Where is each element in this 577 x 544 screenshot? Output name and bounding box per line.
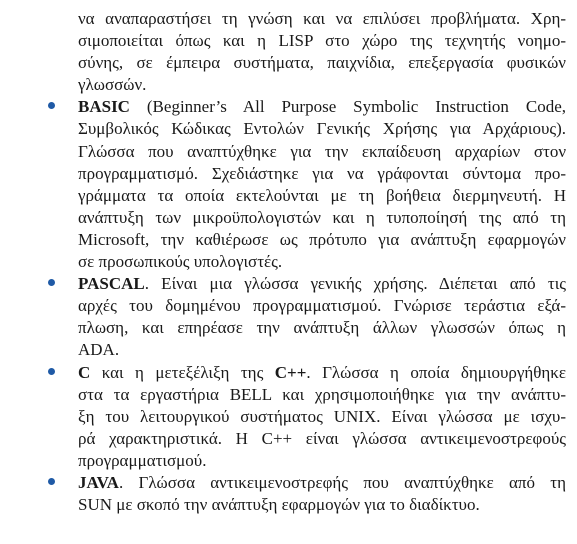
text-line: ξη του λειτουργικού συστήματος UNIX. Είναι γλώσσα με ισχυ- bbox=[78, 406, 566, 426]
text-line bbox=[78, 472, 566, 494]
text-line: αρχές του δομημένου προγραμματισμού. Γνώρισε τεράστια εξά- bbox=[78, 296, 566, 316]
text-line: ADA. bbox=[78, 340, 120, 360]
text-line: πλωση, και επηρέασε την ανάπτυξη άλλων γλωσσών όπως η bbox=[78, 318, 566, 338]
text-line: ρά χαρακτηριστικά. Η C++ είναι γλώσσα αντικειμενοστρεφούς bbox=[78, 428, 566, 448]
text-line: SUN με σκοπό την ανάπτυξη εφαρμογών για το διαδίκτυο. bbox=[78, 495, 480, 515]
term-basic: BASIC bbox=[78, 97, 130, 117]
list-item-c bbox=[78, 362, 566, 472]
text-line bbox=[78, 273, 566, 295]
text-line: Γλώσσα που αναπτύχθηκε για την εκπαίδευση αρχαρίων στον bbox=[78, 141, 566, 161]
text-line: να αναπαραστήσει τη γνώση και να επιλύσει προβλήματα. Χρη- bbox=[78, 9, 566, 28]
intro-paragraph bbox=[78, 8, 566, 96]
bullet-icon bbox=[48, 368, 55, 375]
text-line: ανάπτυξη των μικροϋπολογιστών και η τυποποίησή της από τη bbox=[78, 207, 566, 227]
bullet-icon bbox=[48, 102, 55, 109]
bullet-icon bbox=[48, 279, 55, 286]
text-line: Συμβολικός Κώδικας Εντολών Γενικής Χρήσης για Αρχάριους). bbox=[78, 119, 566, 139]
text-line: σύνης, σε έμπειρα συστήματα, παιχνίδια, επεξεργασία φυσικών bbox=[78, 53, 566, 73]
line-text: και η μετεξέλιξη της bbox=[90, 362, 275, 382]
text-line: γράμματα τα οποία εκτελούνται με τη βοήθεια διερμηνευτή. Η bbox=[78, 185, 566, 205]
line-text: . Είναι μια γλώσσα γενικής χρήσης. Διέπεται από τις bbox=[144, 274, 566, 294]
text-line bbox=[78, 96, 566, 118]
text-line: σιμοποιείται όπως και η LISP στο χώρο της τεχνητής νοημο- bbox=[78, 31, 566, 51]
list-item-pascal bbox=[78, 273, 566, 361]
line-text: . Γλώσσα η οποία δημιουργήθηκε bbox=[306, 362, 566, 382]
term-pascal: PASCAL bbox=[78, 274, 145, 294]
text-line: γλωσσών. bbox=[78, 75, 147, 95]
list-item-basic bbox=[78, 96, 566, 273]
text-column bbox=[78, 8, 566, 516]
text-line: προγραμματισμό. Σχεδιάστηκε για να γράφονται σύντομα προ- bbox=[78, 163, 566, 183]
text-line: σε προσωπικούς υπολογιστές. bbox=[78, 252, 283, 272]
term-cpp: C++ bbox=[274, 362, 307, 382]
text-line bbox=[78, 362, 566, 384]
term-c: C bbox=[78, 362, 91, 382]
term-java: JAVA bbox=[78, 472, 119, 492]
text-line: στα τα εργαστήρια BELL και χρησιμοποιήθηκε για την ανάπτυ- bbox=[78, 384, 566, 404]
bullet-icon bbox=[48, 478, 55, 485]
line-text: . Γλώσσα αντικειμενοστρεφής που αναπτύχθηκε από τη bbox=[118, 472, 566, 492]
line-text: (Beginner’s All Purpose Symbolic Instruction Code, bbox=[129, 97, 566, 117]
list-item-java bbox=[78, 472, 566, 516]
text-line: Microsoft, την καθιέρωσε ως πρότυπο για ανάπτυξη εφαρμογών bbox=[78, 229, 566, 249]
text-line: προγραμματισμού. bbox=[78, 450, 207, 470]
